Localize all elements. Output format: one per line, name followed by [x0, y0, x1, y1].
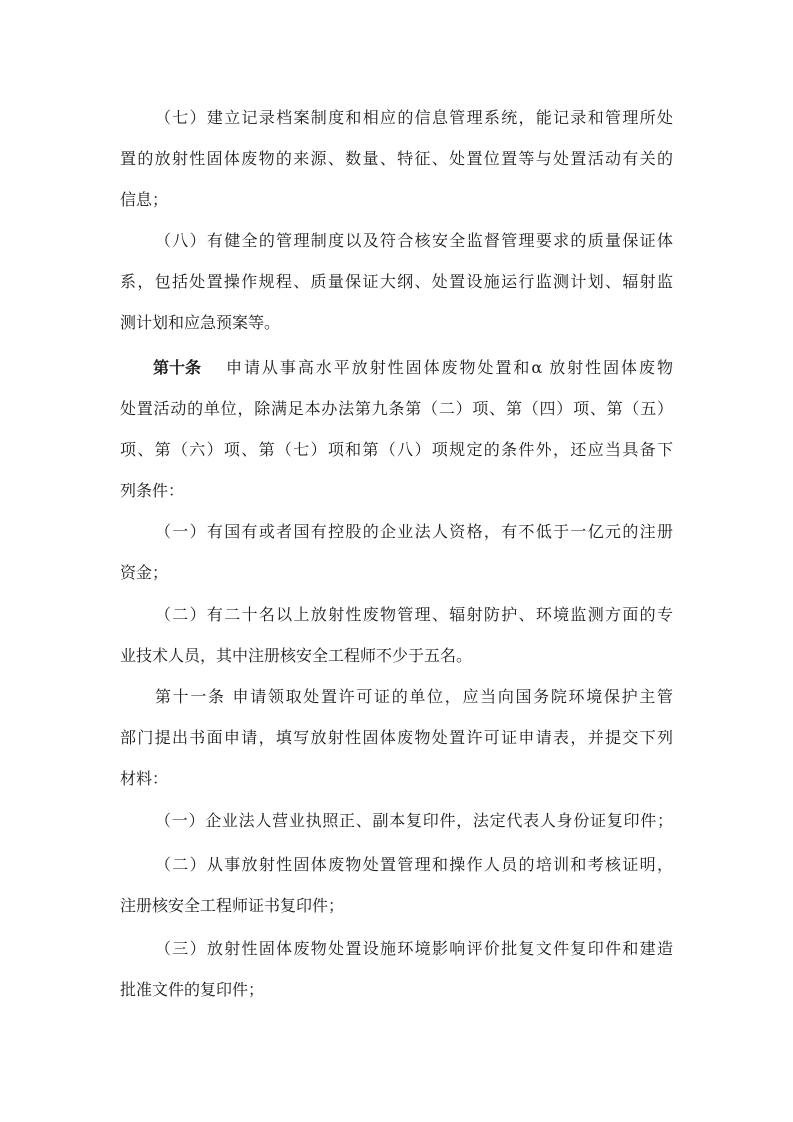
article-10-heading: 第十条: [153, 358, 202, 377]
paragraph-7-line-2: 置的放射性固体废物的来源、数量、特征、处置位置等与处置活动有关的: [120, 149, 673, 168]
paragraph-8-line-2: 系，包括处置操作规程、质量保证大纲、处置设施运行监测计划、辐射监: [120, 272, 673, 291]
paragraph-8-line-1: （八）有健全的管理制度以及符合核安全监督管理要求的质量保证体: [155, 231, 673, 250]
item-1-line-2: 资金；: [120, 563, 169, 582]
article-10-line-2: 处置活动的单位，除满足本办法第九条第（二）项、第（四）项、第（五）: [120, 399, 673, 418]
paragraph-8-line-3: 测计划和应急预案等。: [120, 313, 281, 332]
item-2-line-1: （二）有二十名以上放射性废物管理、辐射防护、环境监测方面的专: [155, 605, 673, 624]
material-1-line-1: （一）企业法人营业执照正、副本复印件，法定代表人身份证复印件；: [155, 811, 673, 830]
paragraph-7-line-3: 信息；: [120, 190, 169, 209]
paragraph-7-line-1: （七）建立记录档案制度和相应的信息管理系统，能记录和管理所处: [155, 108, 673, 127]
article-11-line-1: 第十一条 申请领取处置许可证的单位，应当向国务院环境保护主管: [155, 687, 673, 706]
material-2-line-2: 注册核安全工程师证书复印件；: [120, 896, 345, 915]
article-10-line-3: 项、第（六）项、第（七）项和第（八）项规定的条件外，还应当具备下: [120, 440, 673, 459]
article-10-line-4: 列条件：: [120, 481, 185, 500]
item-2-line-2: 业技术人员，其中注册核安全工程师不少于五名。: [120, 646, 473, 665]
item-1-line-1: （一）有国有或者国有控股的企业法人资格，有不低于一亿元的注册: [155, 522, 673, 541]
material-3-line-1: （三）放射性固体废物处置设施环境影响评价批复文件复印件和建造: [155, 939, 673, 958]
article-10-line-1: 第十条 申请从事高水平放射性固体废物处置和α 放射性固体废物: [0, 347, 793, 388]
material-2-line-1: （二）从事放射性固体废物处置管理和操作人员的培训和考核证明，: [155, 855, 673, 874]
article-11-line-2: 部门提出书面申请，填写放射性固体废物处置许可证申请表，并提交下列: [120, 728, 673, 747]
material-3-line-2: 批准文件的复印件；: [120, 980, 265, 999]
article-11-line-3: 材料：: [120, 769, 169, 788]
